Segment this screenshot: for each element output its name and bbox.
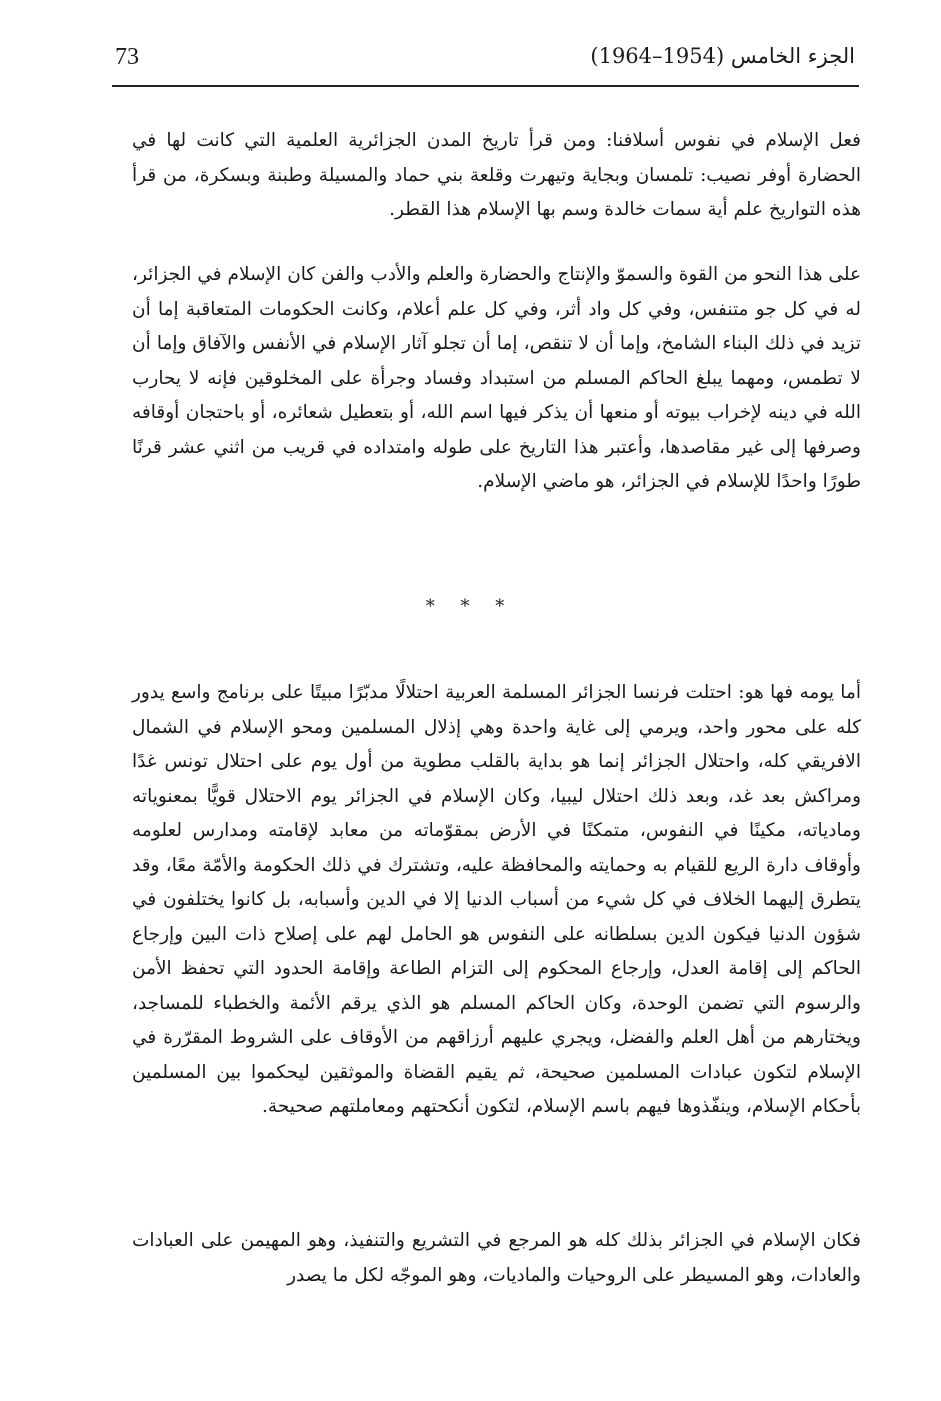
paragraph: فكان الإسلام في الجزائر بذلك كله هو المرجع في التشريع والتنفيذ، وهو المهيمن على العبادات والعادات، وهو المسيطر على الروحيات والماديات، وهو الموجّه لكل ما يصدر — [132, 1230, 861, 1286]
running-title: الجزء الخامس (1954–1964) — [590, 44, 855, 68]
header-rule — [112, 85, 859, 87]
page-header — [115, 40, 855, 80]
section-separator: * * * — [425, 596, 515, 617]
paragraph: فعل الإسلام في نفوس أسلافنا: ومن قرأ تاريخ المدن الجزائرية العلمية التي كانت لها في الحضارة أوفر نصيب: تلمسان وبجاية وتيهرت وقلعة بني حماد والمسيلة وطبنة وبسكرة، من قرأ هذه التواريخ علم أية سمات خالدة وسم بها الإسلام هذا القطر. — [132, 130, 861, 220]
page-number: 73 — [115, 44, 139, 70]
paragraph: أما يومه فها هو: احتلت فرنسا الجزائر المسلمة العربية احتلالًا مدبّرًا مبيتًا على برنامج واسع يدور كله على محور واحد، ويرمي إلى غاية واحدة وهي إذلال المسلمين ومحو الإسلام في الشمال الافريقي كله، واحتلال الجزائر إنما هو بداية بالقلب مطوية من أول يوم على احتلال تونس غدًا ومراكش بعد غد، وبعد ذلك احتلال ليبيا، وكان الإسلام في الجزائر يوم الاحتلال قويًّا بمعنوياته ومادياته، مكينًا في النفوس، متمكنًا في الأرض بمقوّماته من معابد لإقامته ومدارس لعلومه وأوقاف دارة الريع للقيام به وحمايته والمحافظة عليه، وتشترك في ذلك الحكومة والأمّة معًا، وقد يتطرق إليهما الخلاف في كل شيء من أسباب الدنيا إلا في الدين وأسبابه، بل كانوا يختلفون في شؤون الدنيا فيكون الدين بسلطانه على النفوس هو الحامل لهم على إصلاح ذات البين وإرجاع الحاكم إلى إقامة العدل، وإرجاع المحكوم إلى التزام الطاعة وإقامة الحدود التي تحفظ الأمن والرسوم التي تضمن الوحدة، وكان الحاكم المسلم هو الذي يرقم الأئمة والخطباء للمساجد، ويختارهم من أهل العلم والفضل، ويجري عليهم أرزاقهم من الأوقاف على الشروط المقرّرة في الإسلام لتكون عبادات المسلمين صحيحة، ثم يقيم القضاة والموثقين ليحكموا بين المسلمين بأحكام الإسلام، وينفّذوها فيهم باسم الإسلام، لتكون أنكحتهم ومعاملتهم صحيحة. — [132, 682, 862, 1117]
paragraph: على هذا النحو من القوة والسموّ والإنتاج والحضارة والعلم والأدب والفن كان الإسلام في الجزائر، له في كل جو متنفس، وفي كل واد أثر، وفي كل علم أعلام، وكانت الحكومات المتعاقبة إما أن تزيد في ذلك البناء الشامخ، وإما أن لا تنقص، إما أن تجلو آثار الإسلام في الأنفس والآفاق وإما أن لا تطمس، ومهما يبلغ الحاكم المسلم من استبداد وفساد وجرأة على المخلوقين فإنه لا يحارب الله في دينه لإخراب بيوته أو منعها أن يذكر فيها اسم الله، أو بتعطيل شعائره، أو باحتجان أوقافه وصرفها إلى غير مقاصدها، وأعتبر هذا التاريخ على طوله وامتداده في قريب من اثني عشر قرنًا طورًا واحدًا للإسلام في الجزائر، هو ماضي الإسلام. — [132, 264, 861, 492]
